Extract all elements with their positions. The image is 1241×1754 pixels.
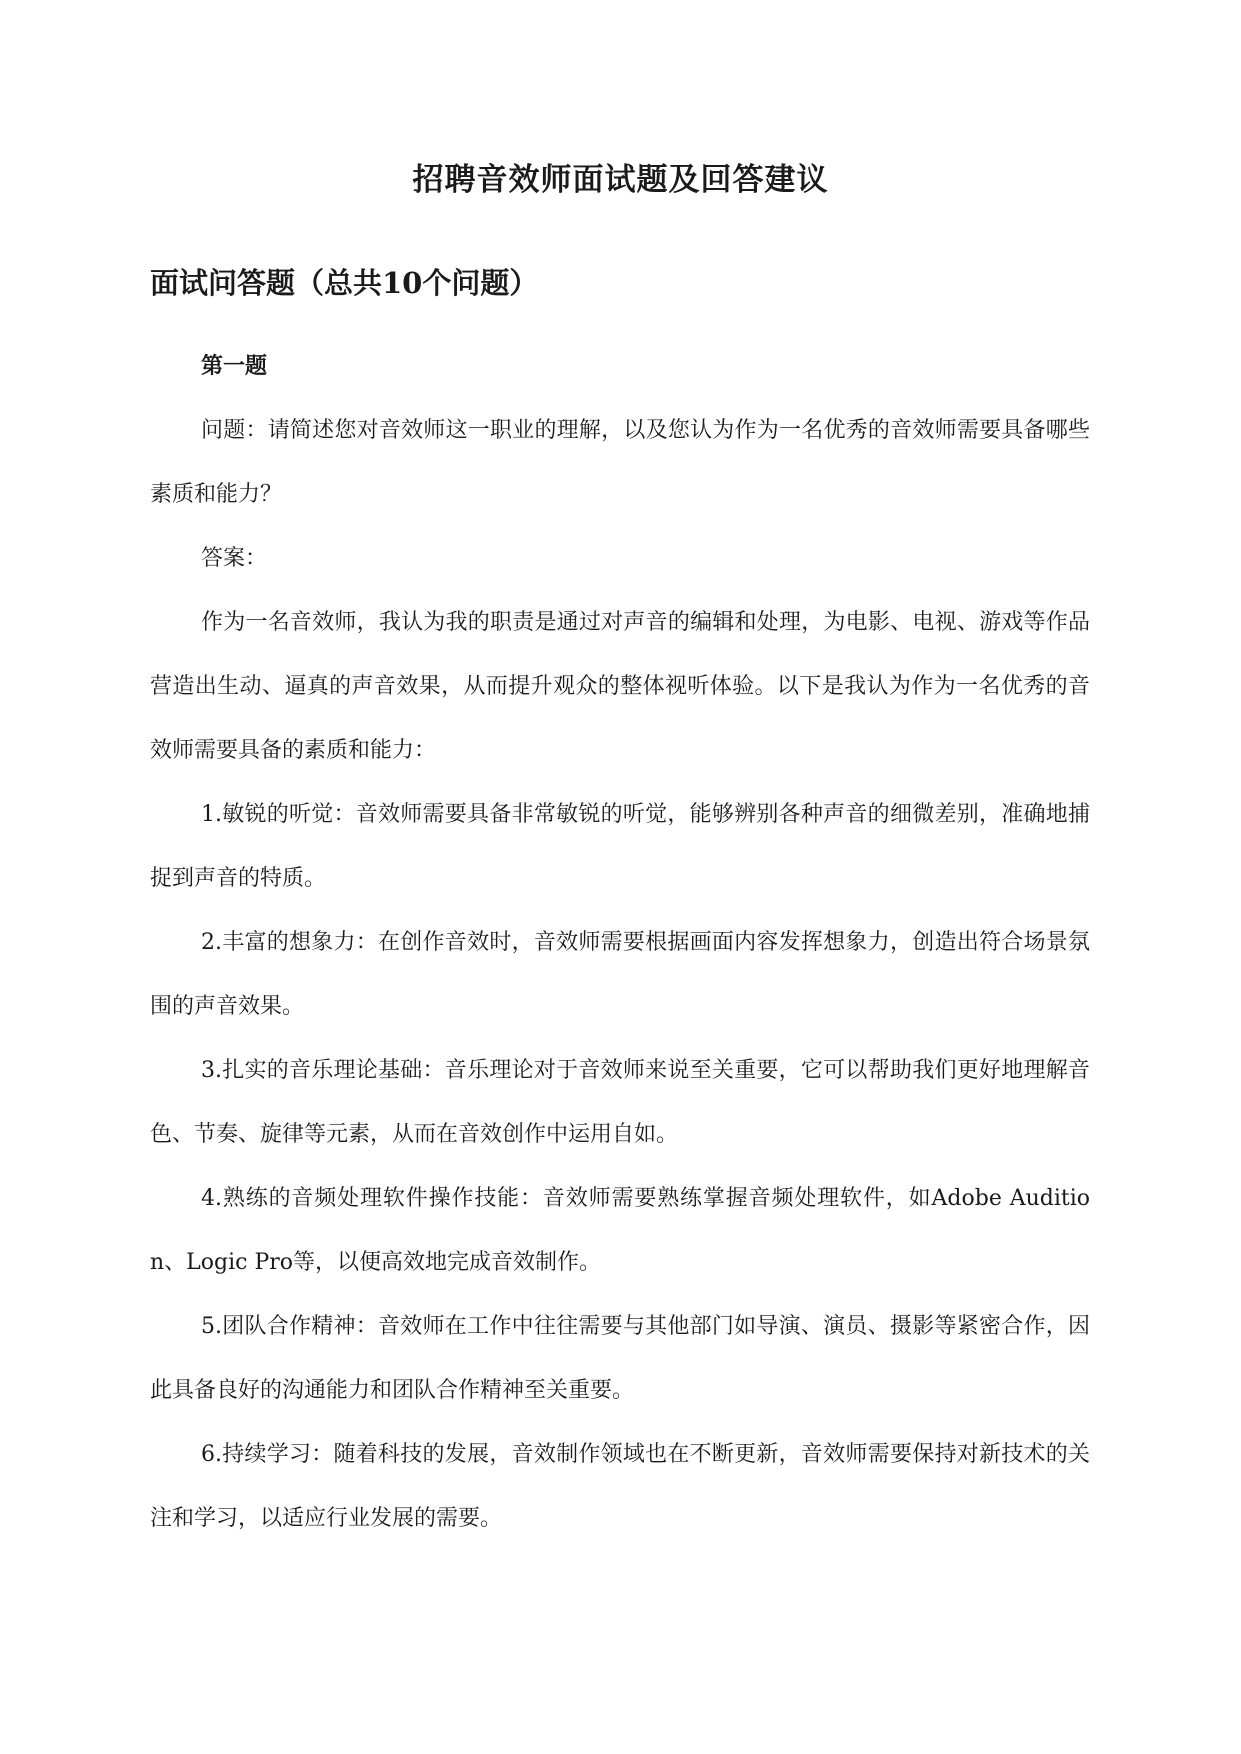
list-item-imagination: 2.丰富的想象力：在创作音效时，音效师需要根据画面内容发挥想象力，创造出符合场景氛围的声音效果。 xyxy=(150,930,1090,1019)
answer-intro-paragraph: 作为一名音效师，我认为我的职责是通过对声音的编辑和处理，为电影、电视、游戏等作品营造出生动、逼真的声音效果，从而提升观众的整体视听体验。以下是我认为作为一名优秀的音效师需要具备的素质和能力： xyxy=(150,610,1090,763)
list-item-software-skills: 4.熟练的音频处理软件操作技能：音效师需要熟练掌握音频处理软件，如Adobe Audition、Logic Pro等，以便高效地完成音效制作。 xyxy=(150,1186,1090,1275)
list-item-teamwork: 5.团队合作精神：音效师在工作中往往需要与其他部门如导演、演员、摄影等紧密合作，因此具备良好的沟通能力和团队合作精神至关重要。 xyxy=(150,1314,1090,1403)
question-number-label: 第一题 xyxy=(201,353,268,379)
document-title: 招聘音效师面试题及回答建议 xyxy=(412,162,829,198)
question-paragraph: 问题：请简述您对音效师这一职业的理解，以及您认为作为一名优秀的音效师需要具备哪些素质和能力？ xyxy=(150,418,1090,507)
question-body xyxy=(150,399,1090,1551)
list-item-hearing: 1.敏锐的听觉：音效师需要具备非常敏锐的听觉，能够辨别各种声音的细微差别，准确地捕捉到声音的特质。 xyxy=(150,802,1090,891)
list-item-music-theory: 3.扎实的音乐理论基础：音乐理论对于音效师来说至关重要，它可以帮助我们更好地理解音色、节奏、旋律等元素，从而在音效创作中运用自如。 xyxy=(150,1058,1090,1147)
answer-label: 答案： xyxy=(201,546,268,571)
section-heading: 面试问答题（总共10个问题） xyxy=(150,266,539,300)
list-item-continuous-learning: 6.持续学习：随着科技的发展，音效制作领域也在不断更新，音效师需要保持对新技术的关注和学习，以适应行业发展的需要。 xyxy=(150,1442,1090,1531)
